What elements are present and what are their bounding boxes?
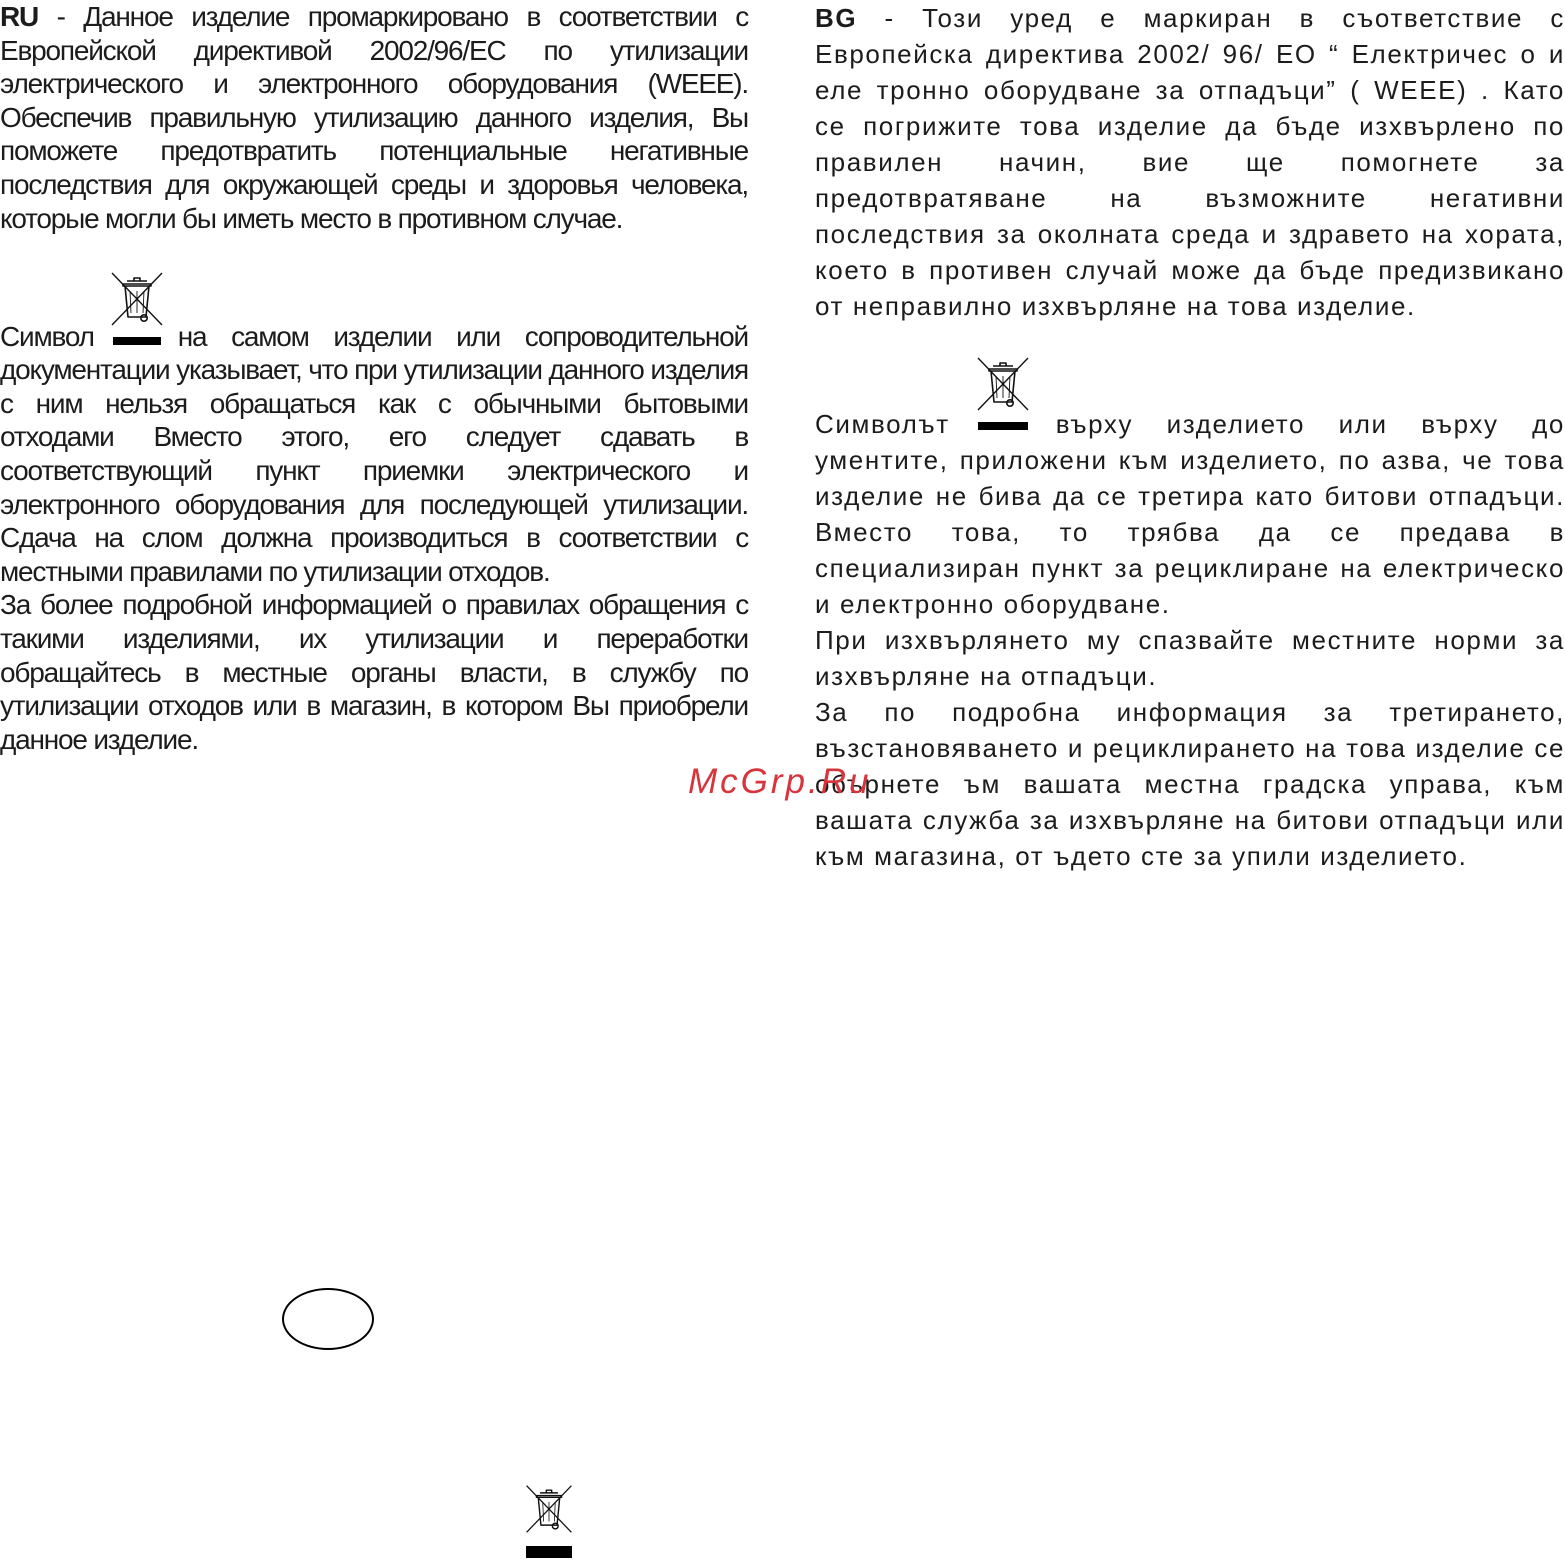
weee-bar-icon xyxy=(526,1546,572,1558)
ru-language-code: RU xyxy=(0,1,39,32)
weee-bar-icon xyxy=(113,337,161,345)
bg-intro-text: - Този уред е маркиран в съответствие с Европейска директива 2002/ 96/ ЕО “ Електричес о и еле тронно оборудване за отпадъци” ( WEEE) . Като се погрижите това изделие да бъде изхвърлено по правилен начин, вие ще помогнете за предотвратяване на възможните негативни последствия за околната среда и здравето на хората, което в противен случай може да бъде предизвикано от неправилно изхвърляне на това изделие. xyxy=(815,3,1565,321)
ru-symbol-rest: на самом изделии или сопроводительной xyxy=(177,320,748,352)
bg-symbol-rest: върху изделието или върху до xyxy=(1055,409,1565,439)
oval-mark-icon xyxy=(282,1288,374,1350)
ru-column xyxy=(0,0,748,756)
weee-bin-icon xyxy=(523,1480,575,1558)
bg-symbol-line xyxy=(815,354,1565,442)
weee-bin-icon xyxy=(974,354,1032,442)
weee-bar-icon xyxy=(978,422,1028,430)
watermark: McGrp.Ru xyxy=(688,762,872,801)
ru-symbol-label: Символ xyxy=(0,320,94,352)
ru-intro-text: - Данное изделие промаркировано в соответствии с Европейской директивой 2002/96/EC по утилизации электрического и электронного оборудования (WEEE). Обеспечив правильную утилизацию данного изделия, Вы поможете предотвратить потенциальные негативные последствия для окружающей среды и здоровья человека, которые могли бы иметь место в противном случае. xyxy=(0,1,748,234)
bg-intro-paragraph xyxy=(815,0,1565,324)
bg-language-code: BG xyxy=(815,3,858,33)
ru-more-info-paragraph: За более подробной информацией о правилах обращения с такими изделиями, их утилизации и переработки обращайтесь в местные органы власти, в службу по утилизации отходов или в магазин, в котором Вы приобрели данное изделие. xyxy=(0,589,748,755)
bg-more-info-paragraph: За по подробна информация за третирането, възстановяването и рециклирането на това изделие се обърнете ъм вашата местна градска управа, към вашата служба за изхвърляне на битови отпадъци или към магазина, от ъдето сте за упили изделието. xyxy=(815,697,1565,871)
ru-symbol-paragraph: документации указывает, что при утилизации данного изделия с ним нельзя обращаться как с обычными бытовыми отходами Вместо этого, его следует сдавать в соответствующий пункт приемки электрического и электронного оборудования для последующей утилизации. Сдача на слом должна производиться в соответствии с местными правилами по утилизации отходов. xyxy=(0,354,748,587)
ru-symbol-line xyxy=(0,269,748,353)
weee-bin-icon xyxy=(108,269,166,353)
bg-symbol-paragraph: ументите, приложени към изделието, по азва, че това изделие не бива да се третира като битови отпадъци. Вместо това, то трябва да се предава в специализиран пункт за рециклиране на електрическо и електронно оборудване. xyxy=(815,445,1565,619)
bg-disposal-paragraph: При изхвърлянето му спазвайте местните норми за изхвърляне на отпадъци. xyxy=(815,625,1565,691)
ru-intro-paragraph xyxy=(0,0,748,235)
bg-column xyxy=(815,0,1565,874)
bg-symbol-label: Символът xyxy=(815,409,950,439)
